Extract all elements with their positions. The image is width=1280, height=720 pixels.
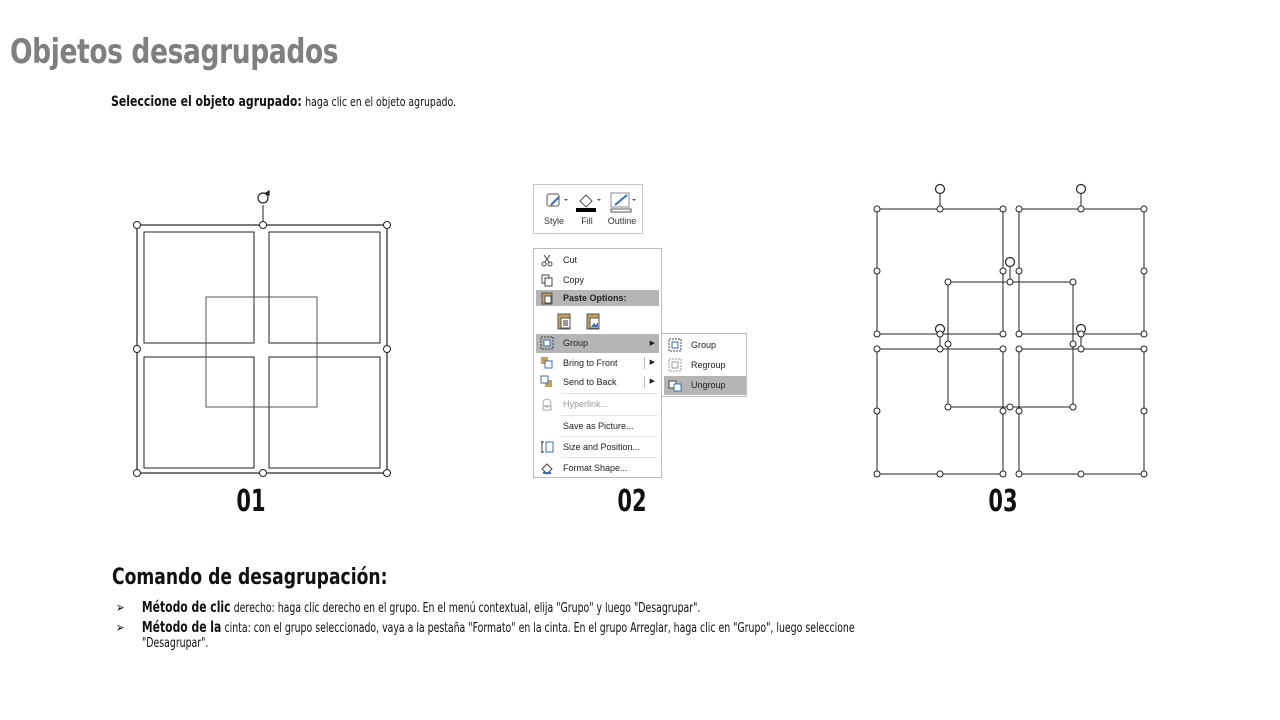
shape-format-ribbon	[533, 184, 643, 234]
group-label: Group	[563, 338, 589, 348]
paste-option-buttons	[536, 309, 659, 333]
send-to-back-label: Send to Back	[563, 377, 617, 387]
submenu-group-label: Group	[691, 340, 717, 350]
format-shape-icon	[540, 461, 554, 475]
regroup-icon	[668, 358, 682, 372]
page-title: Objetos desagrupados	[10, 32, 339, 72]
style-button[interactable]	[537, 189, 571, 226]
fill-label: Fill	[581, 216, 593, 226]
fill-button[interactable]	[570, 189, 604, 226]
submenu-arrow-icon: ▶	[649, 359, 655, 366]
submenu-item-ungroup[interactable]	[664, 376, 746, 395]
copy-label: Copy	[563, 275, 585, 285]
figure-1-label: 01	[236, 484, 266, 519]
submenu-ungroup-label: Ungroup	[691, 380, 726, 390]
outline-button[interactable]	[605, 189, 639, 226]
section-title: Comando de desagrupación:	[112, 565, 388, 590]
submenu-item-regroup[interactable]	[664, 356, 746, 374]
hyperlink-label: Hyperlink...	[563, 399, 609, 409]
context-menu	[533, 248, 662, 478]
clipboard-icon	[540, 291, 554, 305]
submenu-item-group[interactable]	[664, 336, 746, 354]
bullet-arrow-icon: ➢	[116, 620, 125, 636]
subtitle-bold: Seleccione el objeto agrupado:	[111, 94, 302, 110]
style-label: Style	[543, 216, 564, 226]
size-position-label: Size and Position...	[563, 442, 641, 452]
figure-grouped-object[interactable]	[128, 185, 398, 485]
rotate-handle-icon	[936, 185, 1086, 334]
bullet-2-bold: Método de la	[141, 618, 222, 636]
menu-divider	[561, 436, 657, 437]
bring-to-front-label: Bring to Front	[563, 358, 618, 368]
copy-icon	[540, 273, 554, 287]
bullet-ribbon	[116, 618, 855, 636]
bullet-1-bold: Método de clic	[141, 598, 231, 616]
bullet-2-continuation: "Desagrupar".	[142, 636, 209, 651]
shape-style-icon	[537, 189, 571, 213]
bring-to-front-icon	[540, 356, 554, 370]
group-icon	[540, 336, 554, 350]
submenu-arrow-icon: ▶	[649, 378, 655, 385]
menu-item-save-as-picture[interactable]	[536, 417, 659, 435]
ungroup-icon	[668, 378, 682, 392]
cut-label: Cut	[563, 255, 578, 265]
bullet-1-text: derecho: haga clic derecho en el grupo. En el menú contextual, elija "Grupo" y luego "Desagrupar".	[233, 601, 701, 616]
paint-bucket-icon	[570, 189, 604, 213]
menu-item-copy[interactable]	[536, 271, 659, 289]
menu-item-group[interactable]	[536, 334, 659, 353]
menu-item-bring-to-front[interactable]	[536, 354, 659, 372]
menu-divider	[561, 457, 657, 458]
menu-item-cut[interactable]	[536, 251, 659, 269]
menu-item-size-position[interactable]	[536, 438, 659, 456]
bullet-right-click	[116, 598, 700, 616]
paste-keep-source-icon[interactable]	[556, 311, 574, 331]
paste-picture-icon[interactable]	[585, 311, 603, 331]
submenu-regroup-label: Regroup	[691, 360, 726, 370]
figure-3-label: 03	[988, 484, 1018, 519]
split-divider	[644, 376, 645, 388]
scissors-icon	[540, 253, 554, 267]
hyperlink-icon	[540, 397, 554, 411]
pen-outline-icon	[605, 189, 639, 213]
subtitle	[111, 94, 456, 110]
outline-label: Outline	[607, 216, 637, 226]
bullet-2-text: cinta: con el grupo seleccionado, vaya a la pestaña "Formato" en la cinta. En el grupo Arreglar, haga clic en "Grupo", luego seleccione	[224, 621, 855, 636]
menu-divider	[561, 415, 657, 416]
save-as-picture-label: Save as Picture...	[563, 421, 634, 431]
menu-item-hyperlink[interactable]	[536, 395, 659, 413]
send-to-back-icon	[540, 375, 554, 389]
submenu-arrow-icon: ▶	[649, 340, 655, 347]
paste-options-label: Paste Options:	[563, 293, 627, 303]
figure-ungrouped-objects[interactable]	[868, 180, 1158, 485]
menu-divider	[561, 393, 657, 394]
group-icon	[668, 338, 682, 352]
group-submenu	[661, 333, 747, 397]
split-divider	[644, 357, 645, 369]
rotate-handle-icon	[258, 191, 269, 203]
bullet-arrow-icon: ➢	[116, 600, 125, 616]
format-shape-label: Format Shape...	[563, 463, 628, 473]
menu-item-format-shape[interactable]	[536, 459, 659, 477]
figure-2-label: 02	[617, 484, 647, 519]
size-position-icon	[540, 440, 554, 454]
paste-options-header	[536, 290, 659, 306]
menu-item-send-to-back[interactable]	[536, 373, 659, 391]
subtitle-rest: haga clic en el objeto agrupado.	[305, 95, 457, 109]
